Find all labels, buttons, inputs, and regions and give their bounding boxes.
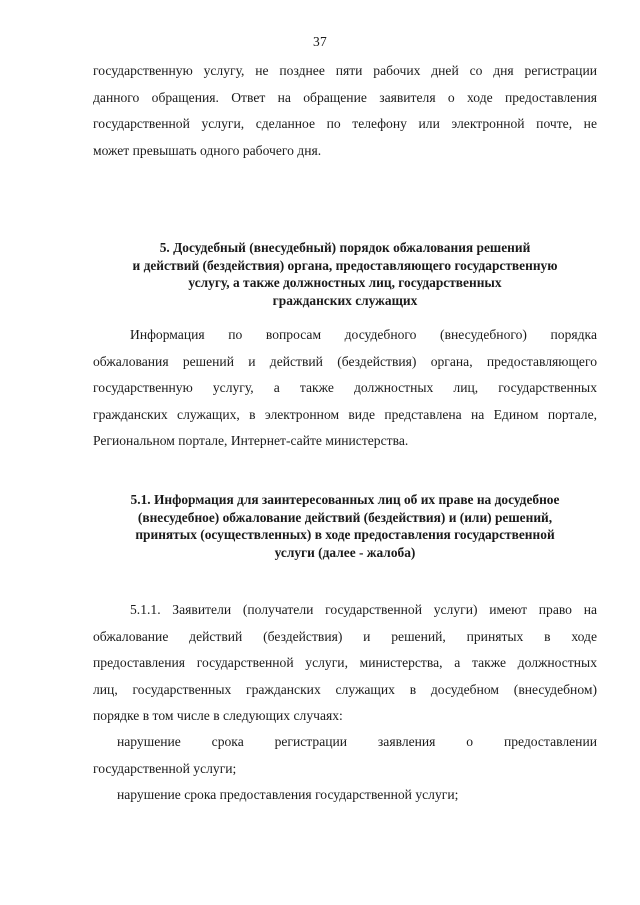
heading-line: услугу, а также должностных лиц, государственных bbox=[188, 275, 502, 291]
case-list bbox=[93, 729, 597, 809]
heading-line: 5.1. Информация для заинтересованных лиц об их праве на досудебное bbox=[130, 492, 560, 507]
text-line: государственной услуги; bbox=[93, 760, 237, 776]
heading-line: услуги (далее - жалоба) bbox=[274, 544, 416, 560]
text-line: обжалование действий (бездействия) и решений, принятых в ходе bbox=[93, 628, 597, 644]
text-line: гражданских служащих, в электронном виде представлена на Едином портале, bbox=[93, 406, 597, 422]
heading-line: 5. Досудебный (внесудебный) порядок обжалования решений bbox=[159, 240, 531, 255]
paragraph-continuation bbox=[93, 58, 597, 164]
list-item bbox=[93, 729, 597, 782]
text-line: лиц, государственных гражданских служащих в досудебном (внесудебном) bbox=[93, 681, 597, 697]
section-5-1-heading bbox=[93, 491, 597, 561]
text-line: Информация по вопросам досудебного (внесудебного) порядка bbox=[130, 327, 597, 342]
text-line: 5.1.1. Заявители (получатели государственной услуги) имеют право на bbox=[130, 602, 597, 617]
heading-line: (внесудебное) обжалование действий (бездействия) и (или) решений, bbox=[137, 509, 553, 525]
list-item bbox=[93, 782, 597, 809]
text-line: нарушение срока предоставления государственной услуги; bbox=[117, 787, 459, 802]
text-line: порядке в том числе в следующих случаях: bbox=[93, 708, 343, 723]
page-number: 37 bbox=[312, 34, 328, 49]
heading-line: принятых (осуществленных) в ходе предоставления государственной bbox=[135, 527, 555, 543]
text-line: может превышать одного рабочего дня. bbox=[93, 142, 322, 158]
text-line: данного обращения. Ответ на обращение заявителя о ходе предоставления bbox=[93, 89, 597, 105]
text-line: нарушение срока регистрации заявления о предоставлении bbox=[117, 734, 597, 749]
text-line: государственную услугу, не позднее пяти рабочих дней со дня регистрации bbox=[93, 63, 597, 78]
text-line: Региональном портале, Интернет-сайте министерства. bbox=[93, 433, 409, 448]
text-line: государственную услугу, а также должностных лиц, государственных bbox=[93, 380, 597, 395]
text-line: государственной услуги, сделанное по телефону или электронной почте, не bbox=[93, 116, 597, 131]
heading-line: гражданских служащих bbox=[272, 292, 418, 308]
text-line: обжалования решений и действий (бездействия) органа, предоставляющего bbox=[93, 353, 597, 369]
section-5-paragraph bbox=[93, 322, 597, 455]
paragraph-5-1-1 bbox=[93, 597, 597, 730]
section-5-heading bbox=[93, 239, 597, 309]
text-line: предоставления государственной услуги, министерства, а также должностных bbox=[93, 655, 597, 670]
heading-line: и действий (бездействия) органа, предоставляющего государственную bbox=[132, 257, 558, 273]
